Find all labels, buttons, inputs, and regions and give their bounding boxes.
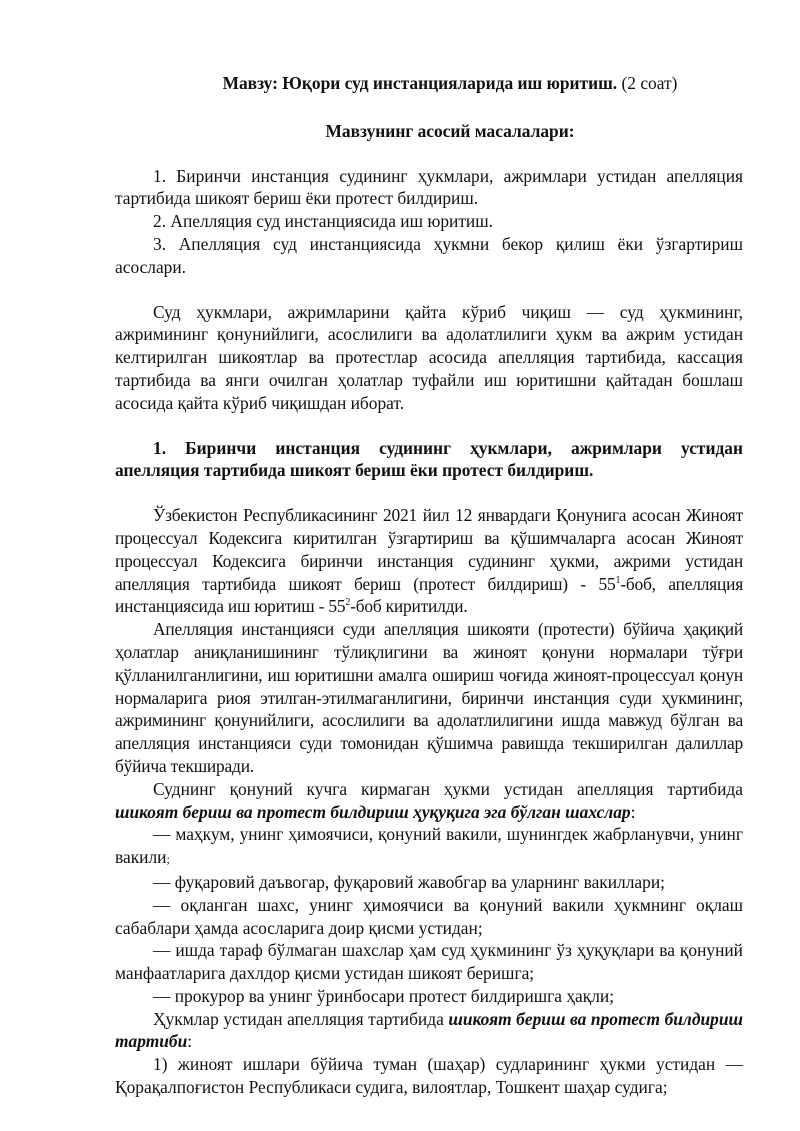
title-bold: Мавзу: Юқори суд инстанцияларида иш юритиш.: [222, 73, 618, 93]
law-paragraph: [115, 504, 743, 618]
list-item: — фуқаровий даъвогар, фуқаровий жавобгар ва уларнинг вакиллари;: [153, 871, 665, 892]
paragraph-text: Суднинг қонуний кучга кирмаган ҳукми устидан апелляция тартибида: [153, 778, 743, 799]
paragraph-text: Ҳукмлар устидан апелляция тартибида: [153, 1008, 449, 1029]
issues-subtitle: Мавзунинг асосий масалалари:: [325, 120, 575, 141]
appeal-right-paragraph: [115, 778, 743, 824]
law-text: Ўзбекистон Республикасининг 2021 йил 12 январдаги Қонунига асосан Жиноят процессуал Кодексига киритилган ўзгартириш ва қўшимчаларга асосан Жиноят процессуал Кодексига биринчи инстанция судининг ҳукми, ажрими устидан апелляция тартибида шикоят бериш (протест билдириш) - 55: [115, 505, 743, 594]
list-item-tail: ;: [166, 852, 170, 867]
emphasis-text: шикоят бериш ва протест билдириш ҳуқуқига эга бўлган шахслар: [115, 801, 631, 822]
procedure-item: 1) жиноят ишлари бўйича туман (шаҳар) судларининг ҳукми устидан — Қорақалпоғистон Республикаси судига, вилоятлар, Тошкент шаҳар судига;: [115, 1054, 743, 1098]
law-text-end: -боб киритилди.: [350, 596, 468, 617]
paragraph-colon: :: [630, 801, 636, 822]
issues-list: [115, 165, 743, 279]
persons-list: [115, 823, 743, 1007]
document-page: [115, 72, 743, 1099]
issue-item: 1. Биринчи инстанция судининг ҳукмлари, ажримлари устидан апелляция тартибида шикоят бериш ёки протест билдириш.: [115, 165, 743, 209]
list-item: — оқланган шахс, унинг ҳимоячиси ва қонуний вакили ҳукмнинг оқлаш сабаблари ҳамда асосларига доир қисми устидан;: [115, 894, 743, 938]
procedure-paragraph: [115, 1008, 743, 1054]
issue-item: 3. Апелляция суд инстанциясида ҳукмни бекор қилиш ёки ўзгартириш асослари.: [115, 233, 743, 277]
list-item: — прокурор ва унинг ўринбосари протест билдиришга ҳақли;: [153, 985, 615, 1006]
intro-paragraph: Суд ҳукмлари, ажримларини қайта кўриб чиқиш — суд ҳукмининг, ажримининг қонунийлиги, асослилиги ва адолатлилиги ҳукм ва ажрим устидан келтирилган шикоятлар ва протестлар асосида апелляция тартибида, кассация тартибида ва янги очилган ҳолатлар туфайли иш юритишни қайтадан бошлаш асосида қайта кўриб чиқишдан иборат.: [115, 301, 743, 413]
emphasis-text: шикоят бериш ва протест билдириш тартиби: [115, 1008, 743, 1052]
paragraph-colon: :: [187, 1031, 193, 1052]
list-item-text: — маҳкум, унинг ҳимоячиси, қонуний вакили, шунингдек жабрланувчи, унинг вакили: [115, 824, 743, 868]
list-item: [115, 823, 743, 871]
title-hours: (2 соат): [617, 73, 678, 93]
law-text-mid: -боб, апелляция инстанциясида иш юритиш - 55: [115, 573, 743, 617]
appeal-court-paragraph: Апелляция инстанцияси суди апелляция шикояти (протести) бўйича ҳақиқий ҳолатлар аниқланишининг тўлиқлигини ва жиноят қонуни нормалари тўғри қўлланилганлигини, иш юритишни амалга ошириш чоғида жиноят-процессуал қонун нормаларига риоя этилган-этилмаганлигини, биринчи инстанция суди ҳукмининг, ажримининг қонунийлиги, асослилиги ва адолатлилигини ишда мавжуд бўлган ва апелляция инстанцияси суди томонидан қўшимча равишда текширилган далиллар бўйича текширади.: [115, 619, 743, 776]
document-title: [115, 72, 743, 95]
chapter-superscript: 2: [345, 597, 351, 609]
issue-item: 2. Апелляция суд инстанциясида иш юритиш.: [153, 211, 493, 232]
chapter-superscript: 1: [615, 574, 621, 586]
section-heading: 1. Биринчи инстанция судининг ҳукмлари, ажримлари устидан апелляция тартибида шикоят бериш ёки протест билдириш.: [115, 437, 743, 481]
list-item: — ишда тараф бўлмаган шахслар ҳам суд ҳукмининг ўз ҳуқуқлари ва қонуний манфаатларига дахлдор қисми устидан шикоят беришга;: [115, 940, 743, 984]
